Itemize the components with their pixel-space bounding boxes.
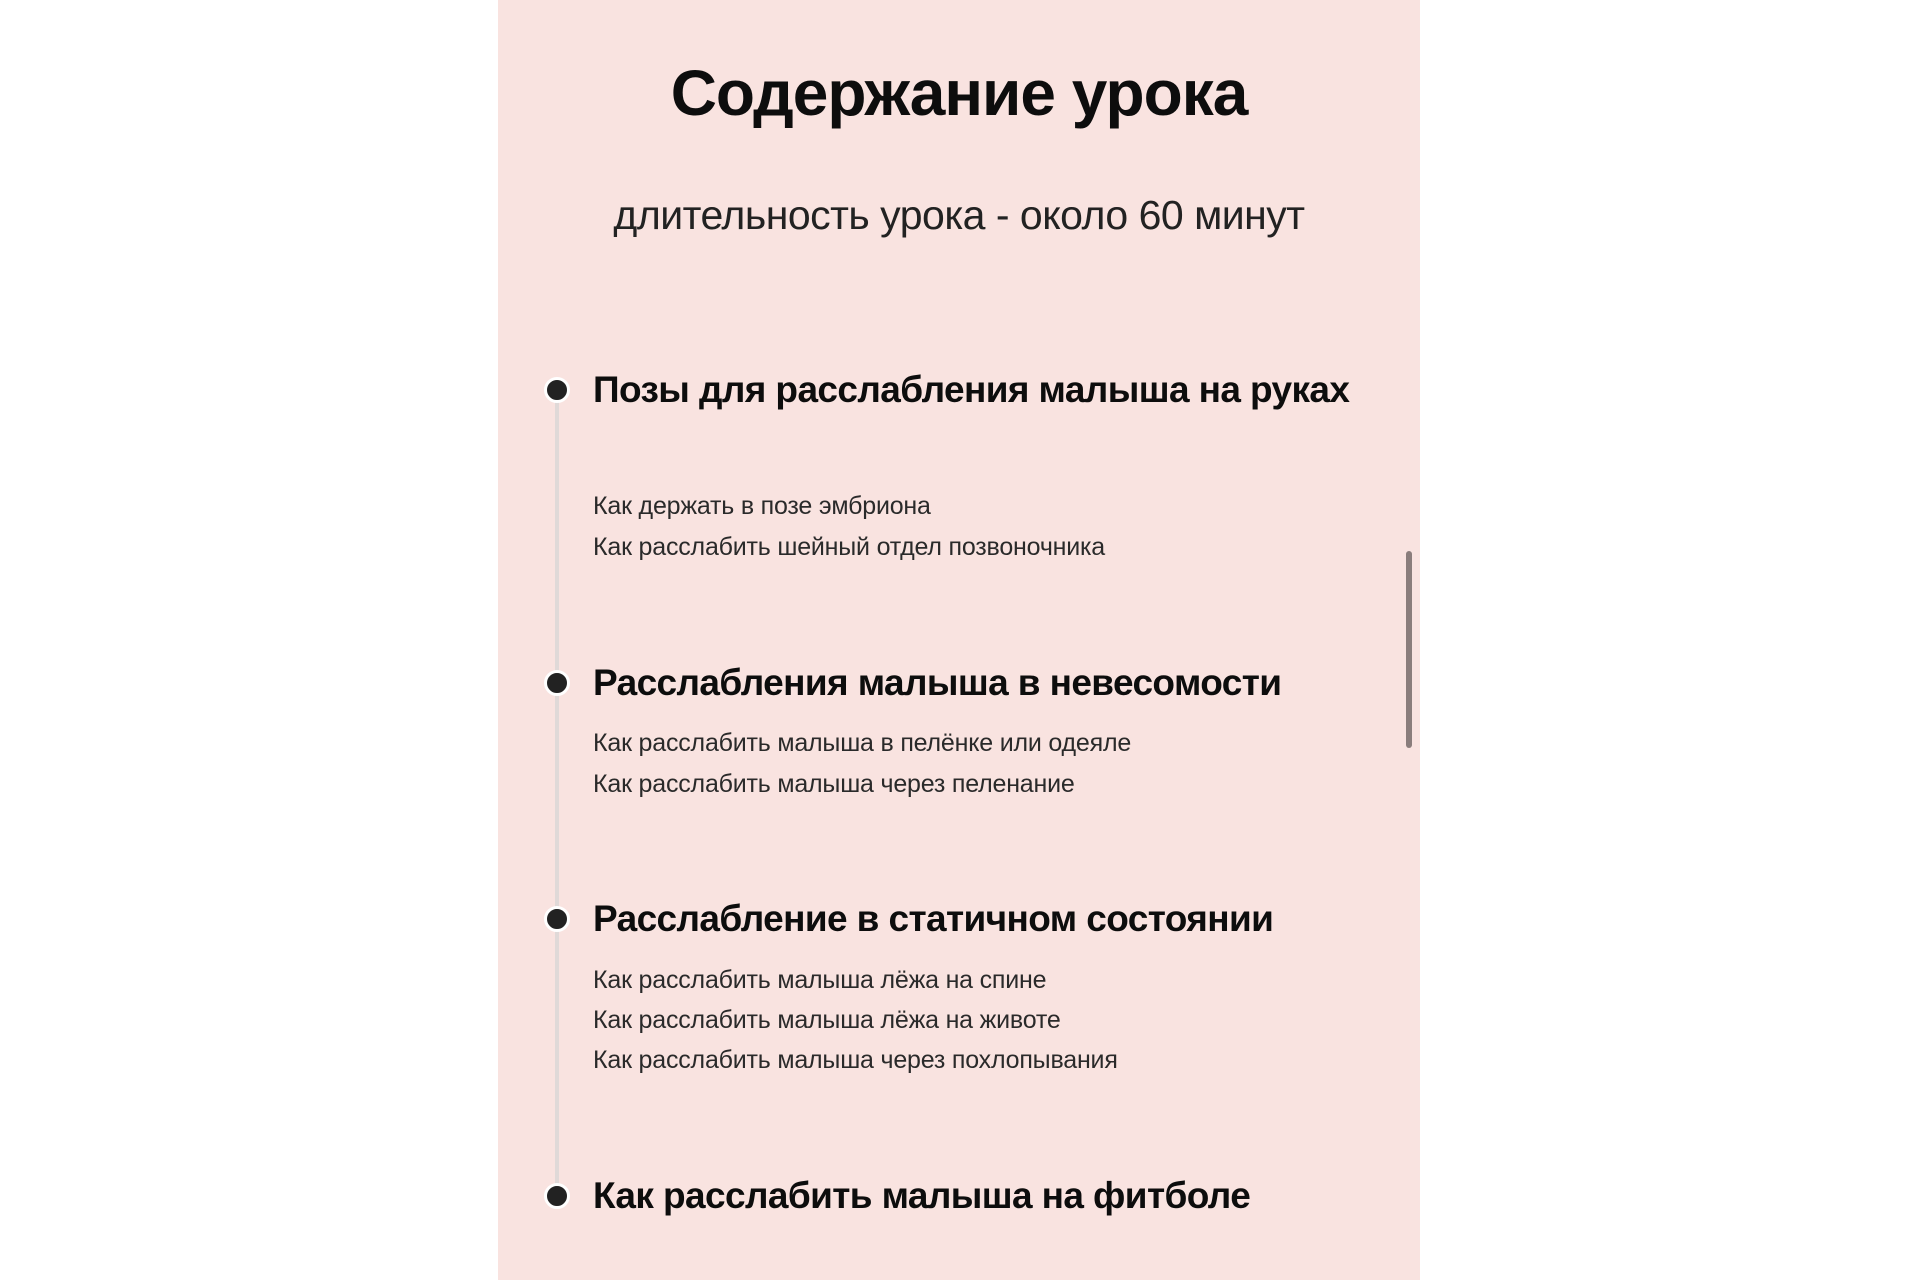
- timeline-bullet-icon: [544, 377, 570, 403]
- section-heading: Расслабление в статичном состоянии: [593, 898, 1274, 939]
- section-item: Как расслабить малыша лёжа на спине: [593, 966, 1047, 994]
- section-item: Как расслабить малыша через похлопывания: [593, 1046, 1118, 1074]
- section-item: Как расслабить шейный отдел позвоночника: [593, 533, 1106, 561]
- section-item: Как держать в позе эмбриона: [593, 492, 931, 520]
- timeline-bullet-icon: [544, 906, 570, 932]
- section-item: Как расслабить малыша лёжа на животе: [593, 1006, 1061, 1034]
- timeline-bullet-icon: [544, 670, 570, 696]
- section-heading: Как расслабить малыша на фитболе: [593, 1175, 1251, 1216]
- scrollbar[interactable]: [1406, 551, 1412, 748]
- section-heading: Позы для расслабления малыша на руках: [593, 369, 1350, 410]
- section-item: Как расслабить малыша в пелёнке или одеяле: [593, 729, 1132, 757]
- timeline-bullet-icon: [544, 1183, 570, 1209]
- lesson-duration: длительность урока - около 60 минут: [613, 192, 1305, 238]
- page-title: Содержание урока: [670, 57, 1248, 129]
- lesson-content-panel: [498, 0, 1420, 1280]
- timeline-line: [555, 392, 559, 1197]
- section-item: Как расслабить малыша через пеленание: [593, 770, 1075, 798]
- section-heading: Расслабления малыша в невесомости: [593, 662, 1282, 703]
